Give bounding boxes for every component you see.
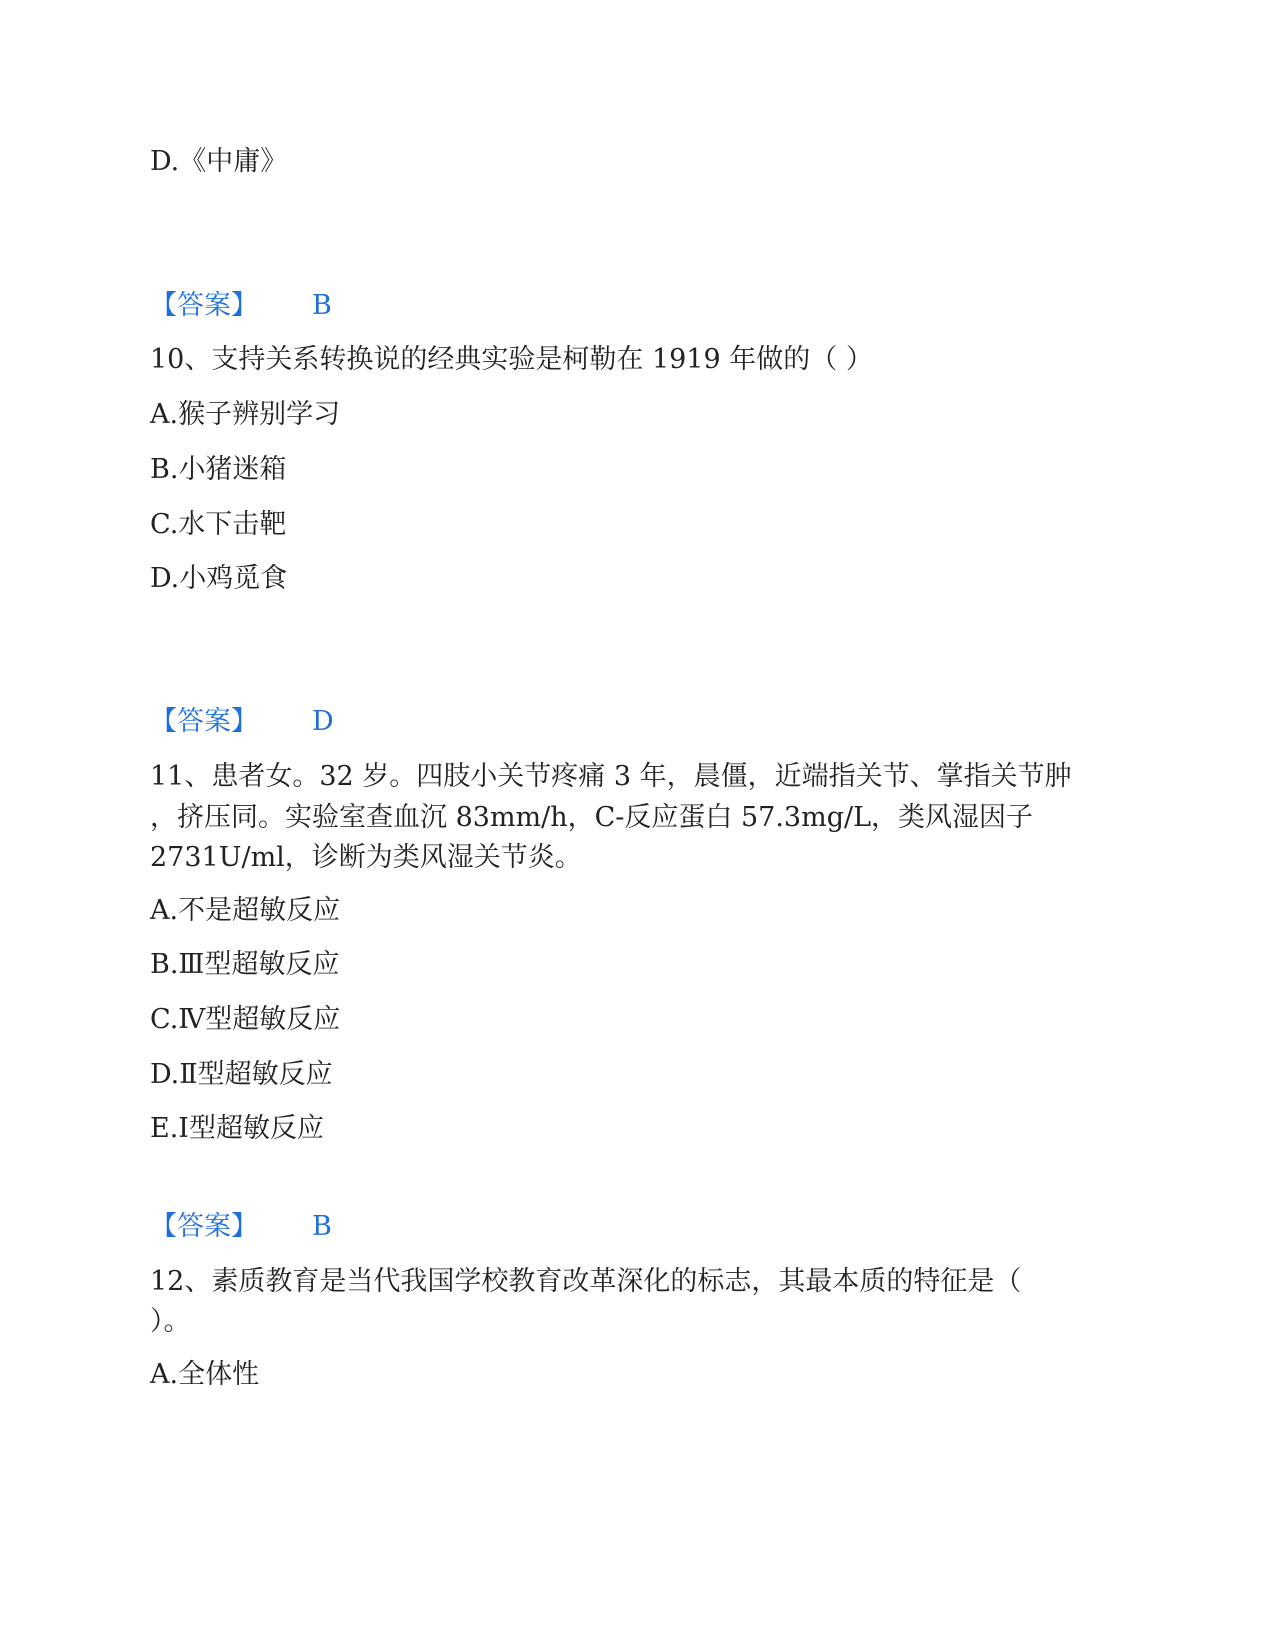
answer-value: B [312, 1211, 332, 1242]
question-11-stem-line-1: 11、患者女。32 岁。四肢小关节疼痛 3 年，晨僵，近端指关节、掌指关节肿 [150, 761, 1072, 792]
question-10-stem: 10、支持关系转换说的经典实验是柯勒在 1919 年做的（ ） [150, 344, 873, 375]
prev-option-d: D.《中庸》 [150, 146, 288, 177]
answer-bracket-label: 【答案】 [150, 1211, 258, 1242]
q10-option-d: D.小鸡觅食 [150, 563, 288, 594]
question-11-stem-line-3: 2731U/ml，诊断为类风湿关节炎。 [150, 842, 582, 873]
q12-option-a: A.全体性 [150, 1359, 260, 1390]
answer-label-10 [150, 704, 334, 740]
question-12-stem-line-2: ）。 [150, 1306, 191, 1337]
answer-bracket-label: 【答案】 [150, 290, 258, 321]
question-12-stem-line-1: 12、素质教育是当代我国学校教育改革深化的标志，其最本质的特征是（ [150, 1266, 1022, 1297]
answer-label-11 [150, 1209, 332, 1245]
answer-bracket-label: 【答案】 [150, 706, 258, 737]
q10-option-c: C.水下击靶 [150, 509, 287, 540]
q11-option-c: C.Ⅳ型超敏反应 [150, 1004, 341, 1035]
q11-option-e: E.Ⅰ型超敏反应 [150, 1113, 324, 1144]
question-11-stem-line-2: ，挤压同。实验室查血沉 83mm/h，C-反应蛋白 57.3mg/L，类风湿因子 [150, 802, 1034, 833]
answer-value: D [312, 706, 334, 737]
q11-option-a: A.不是超敏反应 [150, 895, 341, 926]
q11-option-d: D.Ⅱ型超敏反应 [150, 1059, 333, 1090]
answer-label-9 [150, 288, 332, 324]
answer-value: B [312, 290, 332, 321]
q10-option-b: B.小猪迷箱 [150, 454, 287, 485]
q10-option-a: A.猴子辨别学习 [150, 399, 341, 430]
q11-option-b: B.Ⅲ型超敏反应 [150, 949, 340, 980]
